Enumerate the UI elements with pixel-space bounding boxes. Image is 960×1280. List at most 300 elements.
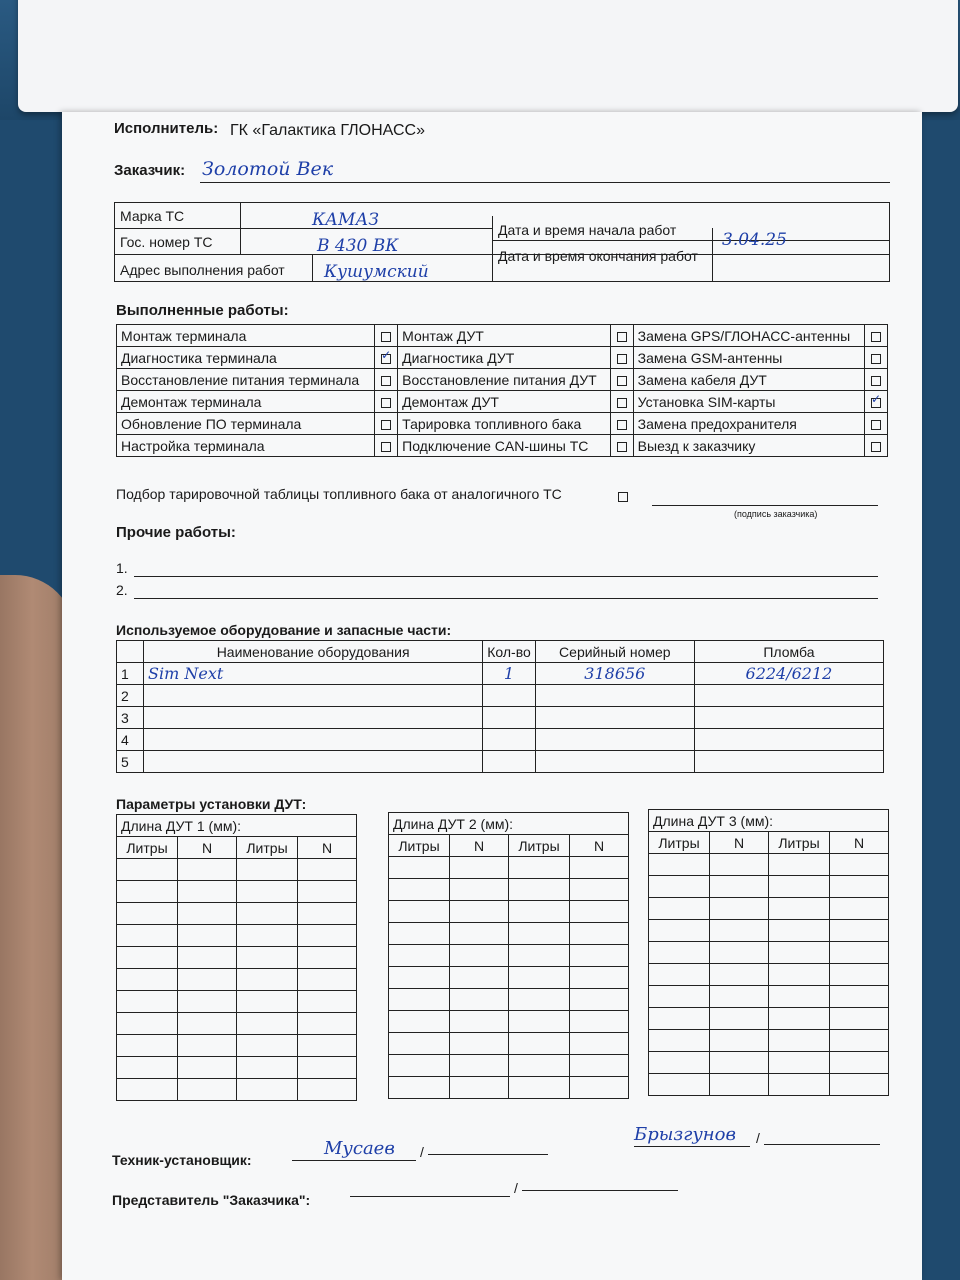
table-row (117, 751, 884, 773)
dut-cell[interactable] (830, 986, 889, 1008)
work-item-label: Восстановление питания терминала (117, 369, 375, 391)
dut-cell[interactable] (117, 991, 178, 1013)
equipment-header-row (117, 641, 884, 663)
dut-cell[interactable] (389, 967, 450, 989)
tech-label: Техник-установщик: (112, 1152, 252, 1168)
dut-cell[interactable] (570, 967, 629, 989)
works-row (117, 391, 888, 413)
work-item-cell (610, 413, 633, 435)
dut-cell[interactable] (509, 1055, 570, 1077)
dut-cell[interactable] (649, 964, 710, 986)
dut-row (389, 857, 629, 879)
dut-cell[interactable] (830, 1074, 889, 1096)
dut-cell[interactable] (509, 967, 570, 989)
dut-cell[interactable] (649, 920, 710, 942)
dut-row (117, 991, 357, 1013)
dut-cell[interactable] (509, 923, 570, 945)
tech-signature-2: Брызгунов (634, 1124, 736, 1145)
dut-cell[interactable] (509, 857, 570, 879)
dut-cell[interactable] (237, 903, 298, 925)
dut-cell[interactable] (769, 1008, 830, 1030)
dut-length-label: Длина ДУТ 2 (мм): (389, 813, 629, 835)
dut-cell[interactable] (769, 1030, 830, 1052)
tech-slash-2: / (756, 1130, 760, 1146)
equipment-header: Наименование оборудования (144, 641, 483, 663)
dut-cell[interactable] (570, 879, 629, 901)
work-item-label: Замена кабеля ДУТ (633, 369, 864, 391)
dut-cell[interactable] (450, 1033, 509, 1055)
dut-cell[interactable] (450, 857, 509, 879)
dut-table (388, 812, 629, 1099)
dut-cell[interactable] (710, 876, 769, 898)
dut-cell[interactable] (389, 1077, 450, 1099)
work-item-cell (375, 413, 398, 435)
dut-cell[interactable] (298, 1013, 357, 1035)
dut-cell[interactable] (769, 1052, 830, 1074)
dut-cell[interactable] (830, 1030, 889, 1052)
work-item-cell (375, 325, 398, 347)
dut-cell[interactable] (570, 1011, 629, 1033)
work-item-cell (610, 435, 633, 457)
table-row (117, 663, 884, 685)
work-item-cell (865, 347, 888, 369)
work-item-checkbox[interactable] (381, 420, 391, 430)
work-item-label: Выезд к заказчику (633, 435, 864, 457)
dut-header-row (389, 835, 629, 857)
dut-cell[interactable] (237, 859, 298, 881)
dut-cell[interactable] (178, 881, 237, 903)
equipment-cell-serial: 318656 (535, 663, 694, 685)
equipment-cell-seal (694, 751, 883, 773)
dut-row (649, 1074, 889, 1096)
dut-block-2 (388, 812, 629, 1099)
dut-row (389, 989, 629, 1011)
dut-row (649, 964, 889, 986)
dut-header: N (830, 832, 889, 854)
dut-cell[interactable] (298, 859, 357, 881)
plate-value: В 430 ВК (317, 236, 399, 256)
dut-cell[interactable] (769, 876, 830, 898)
work-item-checkbox[interactable] (617, 332, 627, 342)
flipped-page (18, 0, 958, 112)
dut-cell[interactable] (509, 879, 570, 901)
dut-block-1 (116, 814, 357, 1101)
work-item-label: Восстановление питания ДУТ (398, 369, 611, 391)
work-item-checkbox[interactable] (871, 398, 881, 408)
dut-row (649, 876, 889, 898)
start-label: Дата и время начала работ (498, 222, 677, 238)
dut-cell[interactable] (117, 1057, 178, 1079)
dut-cell[interactable] (450, 879, 509, 901)
dut-cell[interactable] (298, 881, 357, 903)
dut-cell[interactable] (710, 942, 769, 964)
work-item-cell (865, 413, 888, 435)
dut-row (389, 1077, 629, 1099)
equipment-table (116, 640, 884, 773)
dut-row (389, 967, 629, 989)
dut-header: Литры (389, 835, 450, 857)
dut-cell[interactable] (509, 901, 570, 923)
equipment-header: Кол-во (483, 641, 536, 663)
tech-slash: / (420, 1144, 424, 1160)
dut-cell[interactable] (649, 1074, 710, 1096)
equipment-cell-seal (694, 707, 883, 729)
dut-cell[interactable] (570, 945, 629, 967)
dut-cell[interactable] (570, 1033, 629, 1055)
dut-row (389, 923, 629, 945)
customer-sign-caption: (подпись заказчика) (734, 509, 818, 519)
works-title: Выполненные работы: (116, 302, 289, 319)
dut-cell[interactable] (117, 925, 178, 947)
dut-cell[interactable] (830, 1052, 889, 1074)
dut-cell[interactable] (117, 1079, 178, 1101)
dut-cell[interactable] (237, 1035, 298, 1057)
dut-cell[interactable] (237, 947, 298, 969)
dut-cell[interactable] (237, 925, 298, 947)
work-item-label: Демонтаж терминала (117, 391, 375, 413)
dut-header: N (570, 835, 629, 857)
equipment-cell-qty (483, 685, 536, 707)
dut-cell[interactable] (298, 947, 357, 969)
work-item-checkbox[interactable] (871, 420, 881, 430)
dut-cell[interactable] (237, 881, 298, 903)
equipment-header-num (117, 641, 144, 663)
work-item-label: Замена предохранителя (633, 413, 864, 435)
dut-cell[interactable] (450, 1077, 509, 1099)
dut-row (117, 1079, 357, 1101)
dut-cell[interactable] (298, 925, 357, 947)
equipment-cell-name (144, 729, 483, 751)
work-item-label: Обновление ПО терминала (117, 413, 375, 435)
dut-row (117, 947, 357, 969)
other-line2 (134, 598, 878, 599)
dut-cell[interactable] (389, 1033, 450, 1055)
work-item-cell (375, 369, 398, 391)
dut-cell[interactable] (649, 1008, 710, 1030)
work-item-cell (865, 435, 888, 457)
equipment-cell-name: Sim Next (144, 663, 483, 685)
dut-label-row (117, 815, 357, 837)
equipment-cell-serial (535, 729, 694, 751)
dut-cell[interactable] (450, 967, 509, 989)
end-label: Дата и время окончания работ (498, 248, 698, 264)
executor-value: ГК «Галактика ГЛОНАСС» (230, 122, 425, 139)
dut-cell[interactable] (769, 898, 830, 920)
table-selection-checkbox[interactable] (618, 492, 628, 502)
dut-cell[interactable] (389, 879, 450, 901)
equipment-cell-name (144, 707, 483, 729)
brand-value: КАМАЗ (312, 210, 379, 230)
dut-cell[interactable] (649, 1052, 710, 1074)
dut-row (117, 969, 357, 991)
dut-row (649, 898, 889, 920)
dut-cell[interactable] (237, 1057, 298, 1079)
dut-cell[interactable] (237, 969, 298, 991)
dut-cell[interactable] (509, 1011, 570, 1033)
table-row (117, 729, 884, 751)
dut-cell[interactable] (830, 876, 889, 898)
work-item-checkbox[interactable] (617, 420, 627, 430)
dut-cell[interactable] (298, 1057, 357, 1079)
dut-row (389, 901, 629, 923)
dut-cell[interactable] (710, 1030, 769, 1052)
work-item-label: Демонтаж ДУТ (398, 391, 611, 413)
dut-row (389, 1055, 629, 1077)
rep-label: Представитель "Заказчика": (112, 1192, 311, 1208)
dut-cell[interactable] (649, 942, 710, 964)
dut-header-row (649, 832, 889, 854)
works-row (117, 369, 888, 391)
dut-cell[interactable] (237, 1013, 298, 1035)
dut-cell[interactable] (178, 947, 237, 969)
work-item-checkbox[interactable] (871, 332, 881, 342)
dut-header: N (710, 832, 769, 854)
dut-cell[interactable] (710, 964, 769, 986)
dut-row (117, 1035, 357, 1057)
dut-row (649, 942, 889, 964)
dut-cell[interactable] (298, 969, 357, 991)
work-item-checkbox[interactable] (617, 398, 627, 408)
equipment-cell-serial (535, 751, 694, 773)
dut-cell[interactable] (710, 854, 769, 876)
dut-cell[interactable] (649, 854, 710, 876)
dut-cell[interactable] (769, 964, 830, 986)
works-row (117, 325, 888, 347)
customer-value: Золотой Век (202, 158, 334, 180)
dut-cell[interactable] (769, 920, 830, 942)
dut-row (389, 1011, 629, 1033)
dut-cell[interactable] (117, 903, 178, 925)
dut-cell[interactable] (570, 1055, 629, 1077)
work-item-cell (865, 325, 888, 347)
customer-line (200, 182, 890, 183)
equipment-cell-name (144, 751, 483, 773)
equipment-cell-n: 4 (117, 729, 144, 751)
work-item-cell (865, 391, 888, 413)
customer-label: Заказчик: (114, 162, 186, 179)
dut-cell[interactable] (769, 1074, 830, 1096)
work-item-label: Настройка терминала (117, 435, 375, 457)
dut-cell[interactable] (450, 901, 509, 923)
dut-header: Литры (509, 835, 570, 857)
work-item-checkbox[interactable] (617, 442, 627, 452)
works-row (117, 347, 888, 369)
dut-cell[interactable] (570, 923, 629, 945)
dut-cell[interactable] (117, 881, 178, 903)
dut-cell[interactable] (178, 991, 237, 1013)
dut-cell[interactable] (389, 1055, 450, 1077)
work-item-label: Диагностика ДУТ (398, 347, 611, 369)
dut-header: Литры (237, 837, 298, 859)
dut-cell[interactable] (509, 945, 570, 967)
work-item-label: Монтаж ДУТ (398, 325, 611, 347)
dut-cell[interactable] (710, 1008, 769, 1030)
works-row (117, 435, 888, 457)
equipment-cell-qty (483, 729, 536, 751)
dut-row (117, 1057, 357, 1079)
equipment-cell-qty (483, 707, 536, 729)
work-item-cell (375, 391, 398, 413)
dut-cell[interactable] (178, 969, 237, 991)
dut-cell[interactable] (710, 986, 769, 1008)
dut-cell[interactable] (117, 947, 178, 969)
table-selection-label: Подбор тарировочной таблицы топливного бака от аналогичного ТС (116, 486, 562, 502)
address-value: Кушумский (324, 262, 429, 282)
work-item-checkbox[interactable] (381, 354, 391, 364)
dut-label-row (389, 813, 629, 835)
dut-cell[interactable] (830, 854, 889, 876)
dut-cell[interactable] (570, 901, 629, 923)
equipment-cell-n: 5 (117, 751, 144, 773)
work-item-cell (865, 369, 888, 391)
work-item-cell (375, 347, 398, 369)
dut-cell[interactable] (178, 1079, 237, 1101)
dut-table (116, 814, 357, 1101)
dut-cell[interactable] (117, 859, 178, 881)
dut-cell[interactable] (389, 989, 450, 1011)
dut-cell[interactable] (769, 854, 830, 876)
dut-cell[interactable] (389, 923, 450, 945)
equipment-cell-seal: 6224/6212 (694, 663, 883, 685)
works-table (116, 324, 888, 457)
dut-cell[interactable] (178, 1057, 237, 1079)
work-item-label: Монтаж терминала (117, 325, 375, 347)
dut-cell[interactable] (830, 942, 889, 964)
dut-cell[interactable] (450, 945, 509, 967)
work-item-checkbox[interactable] (381, 398, 391, 408)
dut-cell[interactable] (117, 969, 178, 991)
dut-cell[interactable] (450, 989, 509, 1011)
work-item-checkbox[interactable] (871, 376, 881, 386)
dut-cell[interactable] (830, 964, 889, 986)
dut-cell[interactable] (389, 901, 450, 923)
work-item-label: Замена GSM-антенны (633, 347, 864, 369)
executor-label: Исполнитель: (114, 120, 219, 137)
work-item-checkbox[interactable] (617, 376, 627, 386)
dut-row (117, 881, 357, 903)
dut-block-3 (648, 809, 889, 1096)
dut-cell[interactable] (570, 857, 629, 879)
dut-cell[interactable] (570, 989, 629, 1011)
dut-row (389, 945, 629, 967)
dut-row (389, 879, 629, 901)
brand-label: Марка ТС (120, 208, 185, 224)
dut-cell[interactable] (298, 991, 357, 1013)
other-line2-num: 2. (116, 582, 128, 598)
dut-cell[interactable] (178, 925, 237, 947)
work-item-checkbox[interactable] (617, 354, 627, 364)
dut-label-row (649, 810, 889, 832)
dut-row (649, 1052, 889, 1074)
dut-row (389, 1033, 629, 1055)
dut-cell[interactable] (710, 1074, 769, 1096)
dut-row (649, 986, 889, 1008)
work-item-checkbox[interactable] (381, 442, 391, 452)
equipment-title: Используемое оборудование и запасные части: (116, 622, 452, 638)
work-item-cell (610, 369, 633, 391)
dut-cell[interactable] (389, 857, 450, 879)
work-item-cell (610, 325, 633, 347)
equipment-cell-n: 1 (117, 663, 144, 685)
dut-cell[interactable] (237, 1079, 298, 1101)
work-item-cell (375, 435, 398, 457)
other-line1 (134, 576, 878, 577)
equipment-cell-qty (483, 751, 536, 773)
dut-row (117, 925, 357, 947)
dut-title: Параметры установки ДУТ: (116, 796, 307, 812)
dut-cell[interactable] (509, 1077, 570, 1099)
dut-row (117, 903, 357, 925)
start-value: 3.04.25 (722, 230, 787, 250)
dut-cell[interactable] (450, 1011, 509, 1033)
address-label: Адрес выполнения работ (120, 262, 285, 278)
dut-header: N (298, 837, 357, 859)
work-order-form (62, 112, 922, 1280)
dut-cell[interactable] (769, 942, 830, 964)
dut-cell[interactable] (570, 1077, 629, 1099)
dut-row (649, 1030, 889, 1052)
other-title: Прочие работы: (116, 524, 236, 541)
work-item-checkbox[interactable] (871, 442, 881, 452)
dut-cell[interactable] (389, 1011, 450, 1033)
dut-header: Литры (117, 837, 178, 859)
dut-cell[interactable] (710, 898, 769, 920)
dut-cell[interactable] (710, 920, 769, 942)
work-item-checkbox[interactable] (381, 332, 391, 342)
work-item-checkbox[interactable] (871, 354, 881, 364)
dut-cell[interactable] (117, 1035, 178, 1057)
dut-cell[interactable] (769, 986, 830, 1008)
dut-cell[interactable] (649, 898, 710, 920)
dut-cell[interactable] (710, 1052, 769, 1074)
dut-header-row (117, 837, 357, 859)
dut-cell[interactable] (830, 898, 889, 920)
dut-cell[interactable] (117, 1013, 178, 1035)
dut-cell[interactable] (450, 923, 509, 945)
work-item-checkbox[interactable] (381, 376, 391, 386)
dut-cell[interactable] (178, 859, 237, 881)
dut-cell[interactable] (389, 945, 450, 967)
rep-slash: / (514, 1180, 518, 1196)
work-item-cell (610, 391, 633, 413)
works-row (117, 413, 888, 435)
dut-cell[interactable] (298, 1035, 357, 1057)
dut-cell[interactable] (509, 1033, 570, 1055)
dut-row (117, 859, 357, 881)
dut-cell[interactable] (178, 903, 237, 925)
dut-cell[interactable] (830, 1008, 889, 1030)
dut-cell[interactable] (649, 986, 710, 1008)
dut-cell[interactable] (649, 1030, 710, 1052)
equipment-cell-n: 3 (117, 707, 144, 729)
equipment-header: Пломба (694, 641, 883, 663)
dut-cell[interactable] (178, 1013, 237, 1035)
plate-label: Гос. номер ТС (120, 234, 213, 250)
dut-cell[interactable] (509, 989, 570, 1011)
dut-cell[interactable] (649, 876, 710, 898)
dut-cell[interactable] (298, 903, 357, 925)
dut-cell[interactable] (298, 1079, 357, 1101)
dut-cell[interactable] (237, 991, 298, 1013)
dut-cell[interactable] (450, 1055, 509, 1077)
dut-table (648, 809, 889, 1096)
dut-cell[interactable] (830, 920, 889, 942)
dut-row (649, 920, 889, 942)
dut-row (649, 854, 889, 876)
work-item-label: Диагностика терминала (117, 347, 375, 369)
dut-cell[interactable] (178, 1035, 237, 1057)
dut-header: N (450, 835, 509, 857)
